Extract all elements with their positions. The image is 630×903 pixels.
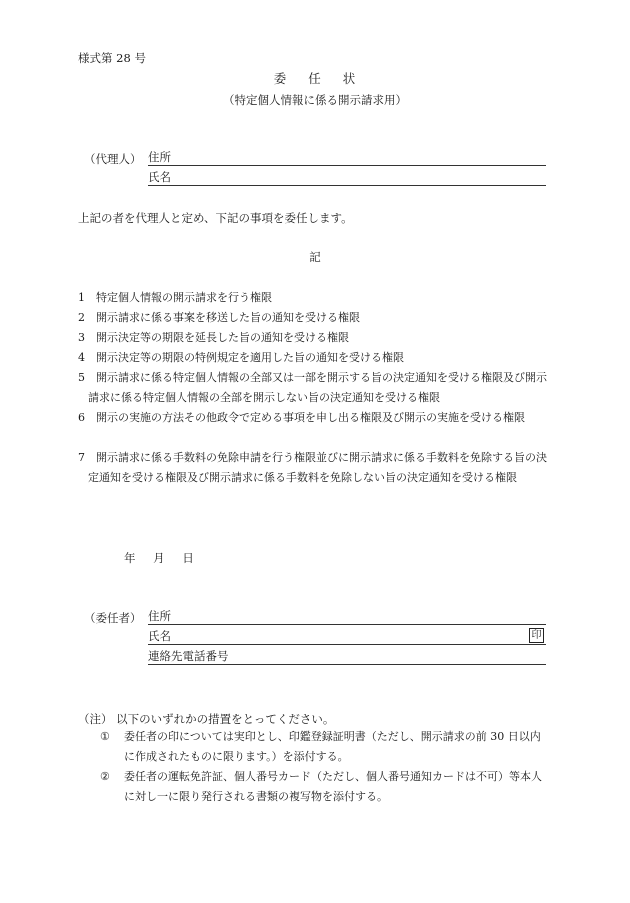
principal-phone-field[interactable] bbox=[148, 648, 546, 665]
note-marker: ② bbox=[100, 770, 110, 783]
item-number: 7 bbox=[78, 451, 85, 464]
item-number: 1 bbox=[78, 291, 85, 304]
agent-name-field[interactable] bbox=[148, 169, 546, 186]
agent-role-label: （代理人） bbox=[84, 152, 142, 166]
form-number: 様式第 28 号 bbox=[78, 51, 146, 65]
seal-mark: 印 bbox=[529, 628, 544, 643]
list-item bbox=[78, 348, 548, 368]
item-text: 開示の実施の方法その他政令で定める事項を申し出る権限及び開示の実施を受ける権限 bbox=[96, 411, 525, 424]
principal-name-label: 氏名 bbox=[148, 629, 171, 643]
note-text: 委任者の運転免許証、個人番号カード（ただし、個人番号通知カードは不可）等本人に対し一に限り発行される書類の複写物を添付する。 bbox=[124, 770, 542, 803]
item-text: 開示請求に係る特定個人情報の全部又は一部を開示する旨の決定通知を受ける権限及び開示請求に係る特定個人情報の全部を開示しない旨の決定通知を受ける権限 bbox=[88, 371, 547, 404]
list-item bbox=[78, 408, 548, 428]
notes-heading: （注） 以下のいずれかの措置をとってください。 bbox=[78, 712, 335, 726]
item-number: 3 bbox=[78, 331, 85, 344]
delegation-statement: 上記の者を代理人と定め、下記の事項を委任します。 bbox=[78, 211, 353, 225]
item-number: 4 bbox=[78, 351, 85, 364]
list-item bbox=[78, 308, 548, 328]
item-text: 開示請求に係る手数料の免除申請を行う権限並びに開示請求に係る手数料を免除する旨の決定通知を受ける権限及び開示請求に係る手数料を免除しない旨の決定通知を受ける権限 bbox=[88, 451, 547, 484]
note-item bbox=[100, 727, 548, 767]
ki-label: 記 bbox=[309, 250, 321, 264]
date-month: 月 bbox=[153, 551, 165, 565]
note-text: 委任者の印については実印とし、印鑑登録証明書（ただし、開示請求の前 30 日以内に作成されたものに限ります。）を添付する。 bbox=[124, 730, 541, 763]
list-item bbox=[78, 328, 548, 348]
item-number: 5 bbox=[78, 371, 85, 384]
principal-phone-label: 連絡先電話番号 bbox=[148, 649, 229, 663]
note-marker: ① bbox=[100, 730, 110, 743]
document-title: 委 任 状 bbox=[273, 71, 365, 86]
item-number: 6 bbox=[78, 411, 85, 424]
agent-address-label: 住所 bbox=[148, 150, 171, 164]
note-item bbox=[100, 767, 548, 807]
date-day: 日 bbox=[182, 551, 194, 565]
item-text: 開示決定等の期限を延長した旨の通知を受ける権限 bbox=[96, 331, 349, 344]
document-subtitle: （特定個人情報に係る開示請求用） bbox=[223, 93, 407, 107]
date-year: 年 bbox=[124, 551, 136, 565]
item-text: 開示決定等の期限の特例規定を適用した旨の通知を受ける権限 bbox=[96, 351, 404, 364]
list-item bbox=[78, 368, 548, 408]
list-item bbox=[78, 448, 548, 488]
principal-role-label: （委任者） bbox=[84, 611, 142, 625]
list-item bbox=[78, 288, 548, 308]
date-line[interactable] bbox=[124, 550, 208, 566]
principal-address-label: 住所 bbox=[148, 609, 171, 623]
principal-address-field[interactable] bbox=[148, 608, 546, 625]
principal-name-field[interactable] bbox=[148, 628, 546, 645]
item-text: 特定個人情報の開示請求を行う権限 bbox=[96, 291, 272, 304]
item-text: 開示請求に係る事案を移送した旨の通知を受ける権限 bbox=[96, 311, 360, 324]
agent-name-label: 氏名 bbox=[148, 170, 171, 184]
item-number: 2 bbox=[78, 311, 85, 324]
agent-address-field[interactable] bbox=[148, 149, 546, 166]
